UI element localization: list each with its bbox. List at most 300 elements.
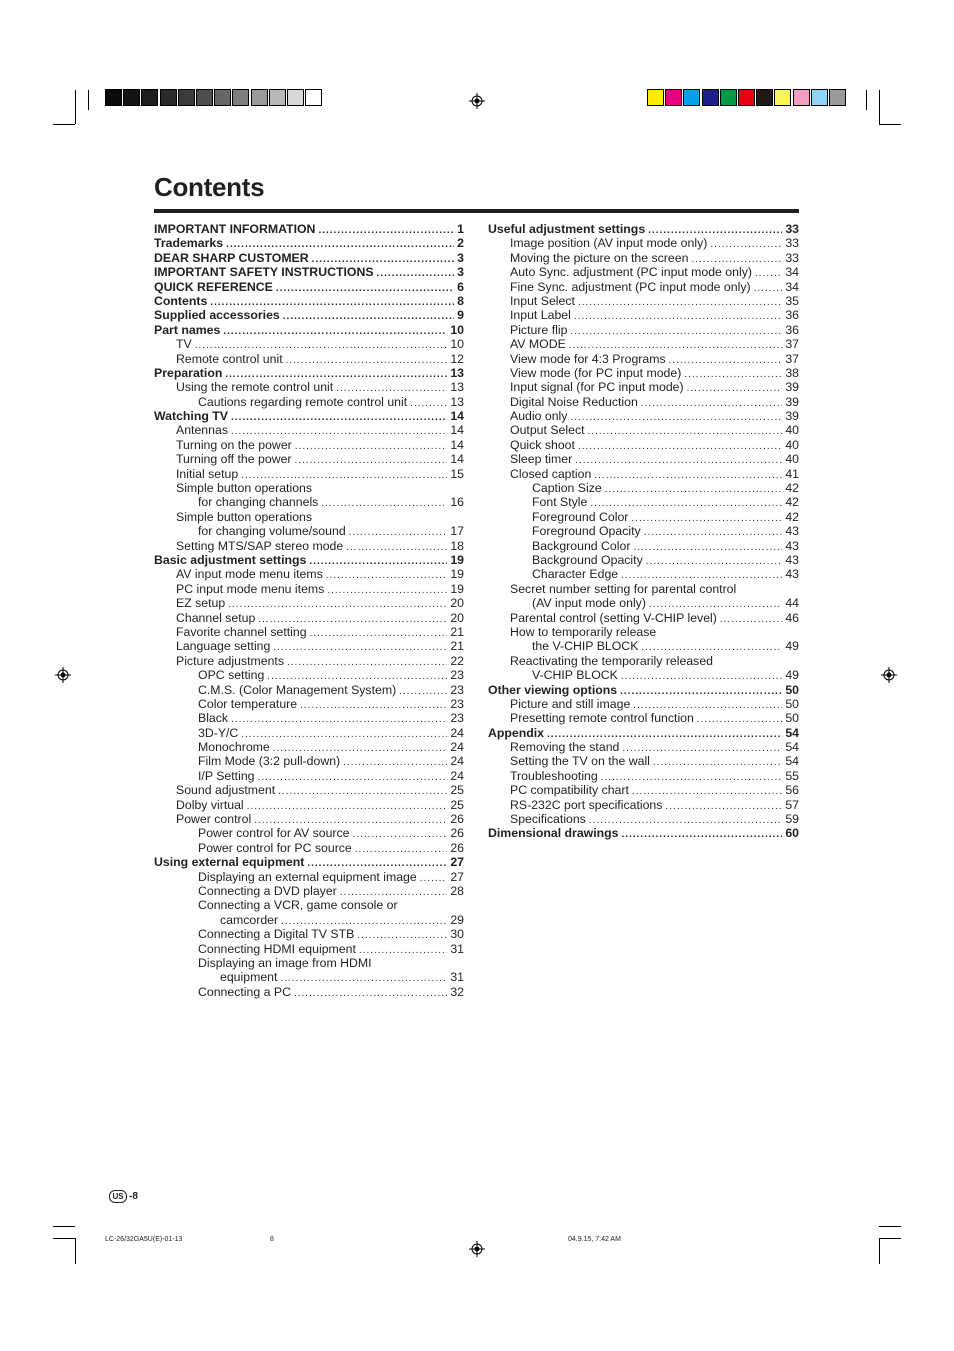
toc-entry: [154, 826, 464, 840]
toc-entry: [488, 582, 799, 596]
toc-entry: [488, 683, 799, 697]
toc-entry-title: (AV input mode only): [532, 596, 646, 611]
slug-timestamp: 04.9.15, 7:42 AM: [568, 1236, 621, 1243]
toc-entry-title: Remote control unit: [176, 351, 283, 366]
toc-entry-title: IMPORTANT SAFETY INSTRUCTIONS: [154, 265, 374, 280]
toc-leader-dots: [327, 584, 447, 598]
toc-entry: [488, 783, 799, 797]
toc-entry: [488, 265, 799, 279]
registration-mark-icon: [881, 667, 897, 683]
toc-entry: [154, 294, 464, 308]
toc-entry: [488, 510, 799, 524]
toc-entry-page: 36: [785, 308, 799, 323]
toc-leader-dots: [710, 238, 782, 252]
toc-entry-page: 42: [785, 481, 799, 496]
registration-mark-icon: [55, 667, 71, 683]
toc-leader-dots: [620, 685, 782, 699]
toc-entry-title: Caption Size: [532, 481, 602, 496]
toc-entry-title: Foreground Opacity: [532, 524, 641, 539]
toc-entry-title: Power control for AV source: [198, 826, 350, 841]
toc-entry: [154, 452, 464, 466]
toc-entry: [154, 596, 464, 610]
toc-column-left: [154, 222, 464, 999]
toc-entry-page: 41: [785, 466, 799, 481]
toc-entry: [154, 668, 464, 682]
color-swatch: [702, 89, 719, 106]
toc-entry-page: 40: [785, 452, 799, 467]
toc-leader-dots: [300, 699, 447, 713]
toc-entry-title: QUICK REFERENCE: [154, 279, 273, 294]
toc-entry-page: 46: [785, 610, 799, 625]
toc-entry: [488, 798, 799, 812]
toc-entry-title: Connecting a VCR, game console or: [198, 898, 398, 913]
toc-entry-title: equipment: [220, 970, 278, 985]
toc-leader-dots: [578, 440, 782, 454]
toc-leader-dots: [578, 296, 782, 310]
toc-entry: [488, 308, 799, 322]
toc-entry-page: 55: [785, 768, 799, 783]
toc-entry-title: the V-CHIP BLOCK: [532, 639, 639, 654]
toc-entry-title: PC input mode menu items: [176, 581, 325, 596]
toc-entry-page: 12: [450, 351, 464, 366]
toc-entry-title: Part names: [154, 322, 221, 337]
toc-leader-dots: [247, 800, 448, 814]
toc-entry-page: 19: [450, 567, 464, 582]
toc-entry-title: Contents: [154, 293, 208, 308]
toc-entry: [154, 970, 464, 984]
title-rule: [154, 209, 799, 213]
toc-entry: [154, 495, 464, 509]
toc-entry-page: 26: [450, 840, 464, 855]
toc-entry-title: Dimensional drawings: [488, 826, 619, 841]
toc-entry-page: 49: [785, 639, 799, 654]
toc-leader-dots: [687, 382, 783, 396]
toc-leader-dots: [286, 354, 448, 368]
toc-entry: [154, 308, 464, 322]
toc-leader-dots: [621, 670, 782, 684]
toc-entry-page: 2: [457, 236, 464, 251]
toc-entry-title: Troubleshooting: [510, 768, 598, 783]
toc-entry-title: 3D-Y/C: [198, 725, 239, 740]
color-swatch: [251, 89, 268, 106]
toc-entry: [154, 927, 464, 941]
toc-entry-title: Character Edge: [532, 567, 619, 582]
toc-entry: [488, 539, 799, 553]
toc-leader-dots: [280, 972, 447, 986]
toc-leader-dots: [684, 368, 782, 382]
toc-leader-dots: [223, 325, 447, 339]
toc-leader-dots: [594, 469, 782, 483]
toc-leader-dots: [359, 944, 447, 958]
toc-entry: [154, 539, 464, 553]
toc-leader-dots: [575, 454, 782, 468]
toc-leader-dots: [570, 411, 782, 425]
toc-entry-page: 24: [450, 768, 464, 783]
toc-entry-title: RS-232C port specifications: [510, 797, 663, 812]
toc-leader-dots: [570, 325, 782, 339]
toc-entry-title: Turning off the power: [176, 452, 292, 467]
toc-leader-dots: [697, 713, 782, 727]
toc-entry: [154, 754, 464, 768]
toc-entry-page: 1: [457, 222, 464, 236]
toc-entry-title: IMPORTANT INFORMATION: [154, 222, 316, 236]
toc-entry-page: 17: [450, 524, 464, 539]
toc-entry-page: 24: [450, 725, 464, 740]
toc-entry-page: 30: [450, 927, 464, 942]
toc-leader-dots: [665, 800, 782, 814]
toc-entry: [154, 481, 464, 495]
toc-leader-dots: [276, 282, 454, 296]
color-swatch: [178, 89, 195, 106]
toc-leader-dots: [294, 987, 447, 1001]
toc-entry-page: 33: [785, 250, 799, 265]
toc-entry-page: 56: [785, 783, 799, 798]
toc-entry: [154, 683, 464, 697]
toc-entry-title: Film Mode (3:2 pull-down): [198, 754, 341, 769]
toc-leader-dots: [588, 425, 783, 439]
toc-entry-page: 31: [450, 941, 464, 956]
toc-entry: [488, 668, 799, 682]
toc-leader-dots: [343, 756, 447, 770]
toc-entry-title: Output Select: [510, 423, 585, 438]
toc-entry: [488, 711, 799, 725]
toc-entry: [488, 452, 799, 466]
toc-entry-page: 20: [450, 596, 464, 611]
toc-leader-dots: [283, 310, 454, 324]
toc-entry: [154, 884, 464, 898]
toc-entry: [488, 826, 799, 840]
toc-entry-title: Other viewing options: [488, 682, 618, 697]
color-swatch: [105, 89, 122, 106]
page-title: Contents: [154, 172, 265, 202]
toc-entry-title: Font Style: [532, 495, 588, 510]
toc-entry: [488, 726, 799, 740]
toc-entry-page: 21: [450, 639, 464, 654]
toc-entry-page: 40: [785, 423, 799, 438]
toc-entry-page: 6: [457, 279, 464, 294]
toc-leader-dots: [754, 282, 783, 296]
toc-entry-page: 28: [450, 883, 464, 898]
toc-leader-dots: [273, 641, 447, 655]
toc-entry: [488, 812, 799, 826]
toc-entry: [488, 236, 799, 250]
toc-entry: [488, 395, 799, 409]
toc-entry-title: Displaying an external equipment image: [198, 869, 417, 884]
toc-entry-title: OPC setting: [198, 668, 265, 683]
toc-leader-dots: [574, 310, 782, 324]
toc-entry: [154, 942, 464, 956]
toc-entry: [154, 639, 464, 653]
toc-entry-title: Language setting: [176, 639, 271, 654]
toc-entry-title: Useful adjustment settings: [488, 222, 646, 236]
toc-entry: [488, 222, 799, 236]
toc-entry-page: 27: [450, 869, 464, 884]
toc-entry: [488, 337, 799, 351]
color-swatch: [811, 89, 828, 106]
toc-entry: [154, 280, 464, 294]
toc-entry: [488, 567, 799, 581]
toc-entry-page: 14: [450, 452, 464, 467]
toc-entry: [154, 985, 464, 999]
toc-entry-page: 14: [450, 437, 464, 452]
toc-entry-title: Color temperature: [198, 696, 298, 711]
toc-entry: [154, 654, 464, 668]
toc-entry: [488, 352, 799, 366]
toc-entry-page: 36: [785, 322, 799, 337]
toc-entry: [488, 769, 799, 783]
toc-entry-title: Presetting remote control function: [510, 711, 694, 726]
toc-entry: [488, 596, 799, 610]
toc-entry-page: 16: [450, 495, 464, 510]
toc-entry: [488, 553, 799, 567]
toc-entry-title: Favorite channel setting: [176, 624, 307, 639]
toc-entry-title: Connecting a DVD player: [198, 883, 337, 898]
toc-entry-page: 50: [785, 682, 799, 697]
color-swatch: [214, 89, 231, 106]
slug-page: 8: [270, 1236, 274, 1243]
toc-entry-title: Audio only: [510, 409, 568, 424]
toc-entry-page: 15: [450, 466, 464, 481]
toc-entry: [154, 323, 464, 337]
page-number: -8: [129, 1191, 138, 1202]
toc-entry: [154, 783, 464, 797]
toc-entry-page: 49: [785, 668, 799, 683]
toc-entry-title: Turning on the power: [176, 437, 292, 452]
toc-entry: [154, 395, 464, 409]
toc-entry-title: Supplied accessories: [154, 308, 280, 323]
toc-leader-dots: [309, 555, 447, 569]
toc-entry-page: 29: [450, 912, 464, 927]
toc-entry-title: Connecting a PC: [198, 984, 291, 999]
toc-leader-dots: [326, 569, 448, 583]
toc-entry: [154, 898, 464, 912]
toc-entry: [488, 280, 799, 294]
color-swatch: [647, 89, 664, 106]
toc-entry-page: 43: [785, 538, 799, 553]
toc-entry: [488, 366, 799, 380]
color-swatch: [665, 89, 682, 106]
toc-entry-page: 26: [450, 812, 464, 827]
color-swatch: [287, 89, 304, 106]
toc-leader-dots: [641, 397, 782, 411]
toc-entry-title: Quick shoot: [510, 437, 575, 452]
toc-entry-title: Sleep timer: [510, 452, 573, 467]
toc-entry: [154, 798, 464, 812]
toc-entry-page: 38: [785, 365, 799, 380]
color-swatch: [756, 89, 773, 106]
toc-entry: [154, 711, 464, 725]
toc-leader-dots: [357, 929, 447, 943]
toc-entry-title: Preparation: [154, 365, 223, 380]
toc-entry-title: Input signal (for PC input mode): [510, 380, 684, 395]
toc-entry-page: 23: [450, 696, 464, 711]
toc-entry: [154, 740, 464, 754]
toc-entry: [154, 870, 464, 884]
color-swatch: [793, 89, 810, 106]
toc-leader-dots: [278, 785, 447, 799]
toc-entry-page: 31: [450, 970, 464, 985]
toc-entry-title: EZ setup: [176, 596, 226, 611]
color-swatch: [720, 89, 737, 106]
toc-entry-page: 23: [450, 711, 464, 726]
toc-entry: [154, 251, 464, 265]
toc-entry-title: Secret number setting for parental control: [510, 581, 737, 596]
toc-leader-dots: [399, 685, 447, 699]
color-swatch: [141, 89, 158, 106]
toc-entry-title: PC compatibility chart: [510, 783, 629, 798]
toc-entry: [154, 265, 464, 279]
toc-entry-title: Removing the stand: [510, 740, 620, 755]
toc-entry: [154, 438, 464, 452]
toc-entry-title: AV MODE: [510, 337, 566, 352]
toc-entry: [488, 654, 799, 668]
toc-leader-dots: [605, 483, 783, 497]
toc-entry-title: Setting the TV on the wall: [510, 754, 650, 769]
toc-entry-page: 21: [450, 624, 464, 639]
toc-entry: [154, 611, 464, 625]
toc-entry: [488, 438, 799, 452]
toc-entry: [154, 726, 464, 740]
toc-entry: [488, 294, 799, 308]
toc-entry: [154, 222, 464, 236]
toc-entry-title: Background Color: [532, 538, 631, 553]
toc-entry-page: 13: [450, 394, 464, 409]
toc-entry: [488, 380, 799, 394]
toc-entry-title: Input Label: [510, 308, 571, 323]
toc-leader-dots: [287, 656, 447, 670]
toc-entry: [154, 553, 464, 567]
toc-entry-page: 39: [785, 409, 799, 424]
toc-leader-dots: [231, 713, 447, 727]
toc-entry-title: Input Select: [510, 293, 575, 308]
toc-entry-page: 54: [785, 740, 799, 755]
toc-entry-title: Displaying an image from HDMI: [198, 955, 372, 970]
toc-entry-title: Power control: [176, 812, 252, 827]
toc-entry-page: 23: [450, 682, 464, 697]
toc-entry: [488, 754, 799, 768]
toc-entry: [154, 366, 464, 380]
toc-entry-title: Appendix: [488, 725, 545, 740]
color-swatch: [305, 89, 322, 106]
toc-entry-title: Antennas: [176, 423, 228, 438]
toc-entry-page: 54: [785, 725, 799, 740]
toc-entry-page: 54: [785, 754, 799, 769]
toc-entry-title: Basic adjustment settings: [154, 552, 307, 567]
toc-entry-page: 39: [785, 380, 799, 395]
toc-entry-title: Monochrome: [198, 740, 270, 755]
toc-entry-page: 24: [450, 754, 464, 769]
toc-leader-dots: [231, 411, 447, 425]
toc-entry: [488, 697, 799, 711]
toc-entry-page: 50: [785, 696, 799, 711]
toc-entry-title: Trademarks: [154, 236, 224, 251]
toc-entry: [488, 409, 799, 423]
toc-leader-dots: [669, 354, 783, 368]
toc-leader-dots: [346, 541, 447, 555]
toc-entry-page: 27: [450, 855, 464, 870]
slug-file: LC-26/32GA5U(E)-01-13: [105, 1236, 183, 1243]
toc-entry: [154, 841, 464, 855]
toc-entry-title: Simple button operations: [176, 481, 313, 496]
toc-leader-dots: [310, 627, 448, 641]
toc-entry-title: Setting MTS/SAP stereo mode: [176, 538, 344, 553]
toc-entry-page: 18: [450, 538, 464, 553]
color-swatch: [683, 89, 700, 106]
toc-entry-title: Sound adjustment: [176, 783, 276, 798]
toc-entry-title: AV input mode menu items: [176, 567, 323, 582]
toc-entry-page: 33: [785, 222, 799, 236]
toc-entry: [154, 352, 464, 366]
toc-entry-page: 14: [450, 423, 464, 438]
toc-entry: [154, 409, 464, 423]
toc-entry-title: for changing channels: [198, 495, 319, 510]
registration-mark-icon: [469, 1241, 485, 1257]
toc-entry-title: Power control for PC source: [198, 840, 352, 855]
toc-entry-title: How to temporarily release: [510, 624, 657, 639]
toc-entry-title: TV: [176, 337, 192, 352]
toc-leader-dots: [755, 267, 782, 281]
toc-entry: [488, 740, 799, 754]
color-swatch: [774, 89, 791, 106]
toc-entry-page: 20: [450, 610, 464, 625]
toc-entry-page: 25: [450, 797, 464, 812]
toc-entry-page: 10: [450, 322, 464, 337]
toc-leader-dots: [633, 541, 782, 555]
color-swatch: [160, 89, 177, 106]
toc-entry-title: Image position (AV input mode only): [510, 236, 708, 251]
toc-entry: [154, 769, 464, 783]
toc-entry-page: 22: [450, 653, 464, 668]
toc-entry: [488, 423, 799, 437]
toc-entry: [488, 481, 799, 495]
page-footer: [109, 1190, 138, 1203]
toc-entry-page: 37: [785, 337, 799, 352]
toc-entry: [154, 380, 464, 394]
toc-entry-title: Specifications: [510, 812, 586, 827]
toc-leader-dots: [241, 728, 447, 742]
toc-leader-dots: [646, 555, 783, 569]
toc-entry-page: 50: [785, 711, 799, 726]
toc-entry-title: camcorder: [220, 912, 279, 927]
toc-entry-title: Digital Noise Reduction: [510, 394, 638, 409]
toc-entry-title: Picture flip: [510, 322, 568, 337]
toc-entry: [488, 611, 799, 625]
toc-entry: [154, 697, 464, 711]
toc-leader-dots: [353, 828, 448, 842]
toc-leader-dots: [228, 598, 447, 612]
toc-leader-dots: [318, 224, 454, 238]
toc-entry-page: 39: [785, 394, 799, 409]
toc-entry-page: 23: [450, 668, 464, 683]
color-swatch: [196, 89, 213, 106]
toc-entry-title: Using the remote control unit: [176, 380, 334, 395]
toc-leader-dots: [653, 756, 782, 770]
toc-entry-page: 42: [785, 509, 799, 524]
toc-entry-page: 19: [450, 552, 464, 567]
toc-entry-title: Channel setup: [176, 610, 256, 625]
toc-entry-page: 33: [785, 236, 799, 251]
toc-entry-title: I/P Setting: [198, 768, 255, 783]
toc-entry: [154, 236, 464, 250]
toc-entry-title: Closed caption: [510, 466, 592, 481]
toc-entry-page: 13: [450, 380, 464, 395]
toc-entry-title: Connecting a Digital TV STB: [198, 927, 355, 942]
toc-entry-title: V-CHIP BLOCK: [532, 668, 618, 683]
toc-entry: [488, 524, 799, 538]
toc-entry: [154, 855, 464, 869]
toc-leader-dots: [349, 526, 448, 540]
toc-entry-title: Black: [198, 711, 229, 726]
